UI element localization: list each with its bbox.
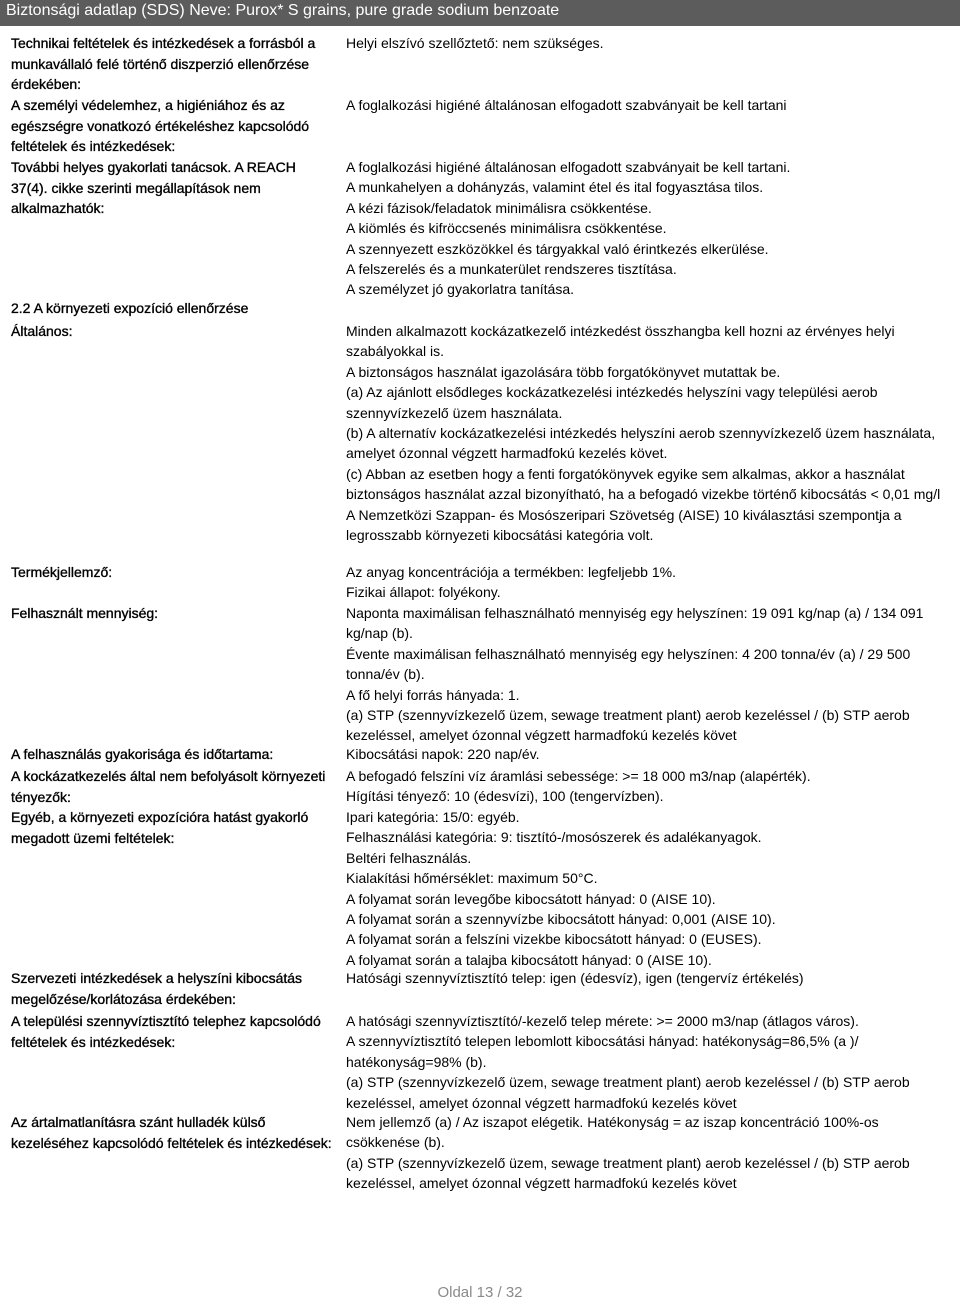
value-line: (a) Az ajánlott elsődleges kockázatkezelési intézkedés helyszíni vagy települési aerob szennyvízkezelő üzem használata. — [346, 384, 878, 421]
value-line: A munkahelyen a dohányzás, valamint étel és ital fogyasztása tilos. — [346, 179, 764, 196]
section-title: 2.2 A környezeti expozíció ellenőrzése — [11, 300, 249, 316]
row-value — [346, 807, 946, 970]
value-line: A folyamat során levegőbe kibocsátott hányad: 0 (AISE 10). — [346, 890, 716, 907]
value-line: A foglalkozási higiéné általánosan elfogadott szabványait be kell tartani. — [346, 159, 791, 175]
value-line: A Nemzetközi Szappan- és Mosószeripari Szövetség (AISE) 10 kiválasztási szempontja a legrosszabb környezeti kibocsátási kategória volt. — [346, 506, 902, 544]
row-value — [346, 562, 946, 603]
value-line: A foglalkozási higiéné általánosan elfogadott szabványait be kell tartani — [346, 97, 787, 113]
value-line: (a) STP (szennyvízkezelő üzem, sewage treatment plant) aerob kezeléssel / (b) STP aerob kezeléssel, amelyet ózonnal végzett harmadfokú kezelés követ — [346, 707, 910, 744]
row-label: Termékjellemző: — [11, 564, 113, 580]
value-line: Beltéri felhasználás. — [346, 849, 472, 866]
row-label: Általános: — [11, 323, 73, 339]
document-title: Biztonsági adatlap (SDS) Neve: Purox* S grains, pure grade sodium benzoate — [6, 2, 560, 19]
value-line: A folyamat során a felszíni vizekbe kibocsátott hányad: 0 (EUSES). — [346, 931, 762, 948]
value-line: Fizikai állapot: folyékony. — [346, 584, 501, 601]
row-value — [346, 1112, 946, 1194]
row-label: A kockázatkezelés által nem befolyásolt környezeti tényezők: — [11, 768, 326, 805]
value-line: Minden alkalmazott kockázatkezelő intézkedést összhangba kell hozni az érvényes helyi szabályokkal is. — [346, 323, 895, 360]
row-label: Az ártalmatlanításra szánt hulladék külső kezeléséhez kapcsolódó feltételek és intézkedések: — [11, 1114, 332, 1151]
value-line: Az anyag koncentrációja a termékben: legfeljebb 1%. — [346, 564, 676, 580]
row-label: A személyi védelemhez, a higiéniához és az egészségre vonatkozó értékeléshez kapcsolódó feltételek és intézkedések: — [11, 97, 310, 154]
row-value — [346, 968, 946, 988]
row-value — [346, 157, 946, 300]
value-line: A személyzet jó gyakorlatra tanítása. — [346, 281, 574, 298]
value-line: A folyamat során a szennyvízbe kibocsátott hányad: 0,001 (AISE 10). — [346, 911, 776, 928]
row-label: A felhasználás gyakorisága és időtartama: — [11, 746, 274, 762]
row-label: A települési szennyvíztisztító telephez kapcsolódó feltételek és intézkedések: — [11, 1013, 321, 1050]
document-header — [0, 0, 960, 26]
value-line: (b) A alternatív kockázatkezelési intézkedés helyszíni aerob szennyvízkezelő üzem használata, amelyet ózonnal végzett harmadfokú kezelés követ. — [346, 425, 936, 462]
value-line: Naponta maximálisan felhasználható mennyiség egy helyszínen: 19 091 kg/nap (a) / 134 091 kg/nap (b). — [346, 605, 924, 642]
row-value — [346, 95, 946, 115]
value-line: Évente maximálisan felhasználható mennyiség egy helyszínen: 4 200 tonna/év (a) / 29 500 tonna/év (b). — [346, 645, 911, 683]
value-line: A szennyvíztisztító telepen lebomlott kibocsátási hányad: hatékonyság=86,5% (a )/ hatékonyság=98% (b). — [346, 1033, 859, 1070]
value-line: Kibocsátási napok: 220 nap/év. — [346, 746, 540, 762]
value-line: A kiömlés és kifröccsenés minimálisra csökkentése. — [346, 220, 667, 237]
row-label: További helyes gyakorlati tanácsok. A REACH 37(4). cikke szerinti megállapítások nem alkalmazhatók: — [11, 159, 296, 216]
value-line: Ipari kategória: 15/0: egyéb. — [346, 809, 520, 825]
value-line: Helyi elszívó szellőztető: nem szükséges. — [346, 35, 604, 51]
row-value — [346, 603, 946, 746]
value-line: A biztonságos használat igazolására több forgatókönyvet mutattak be. — [346, 363, 781, 380]
value-line: A felszerelés és a munkaterület rendszeres tisztítása. — [346, 261, 677, 278]
value-line: A hatósági szennyvíztisztító/-kezelő telep mérete: >= 2000 m3/nap (átlagos város). — [346, 1013, 859, 1029]
value-line: A szennyezett eszközökkel és tárgyakkal való érintkezés elkerülése. — [346, 240, 769, 257]
value-line: A befogadó felszíni víz áramlási sebessége: >= 18 000 m3/nap (alapérték). — [346, 768, 811, 784]
value-line: A fő helyi forrás hányada: 1. — [346, 686, 520, 703]
row-label: Szervezeti intézkedések a helyszíni kibocsátás megelőzése/korlátozása érdekében: — [11, 970, 303, 1007]
value-line: Kialakítási hőmérséklet: maximum 50°C. — [346, 870, 598, 887]
value-line: A folyamat során a talajba kibocsátott hányad: 0 (AISE 10). — [346, 951, 712, 968]
row-value — [346, 1011, 946, 1113]
value-line: Nem jellemző (a) / Az iszapot elégetik. Hatékonyság = az iszap koncentráció 100%-os csökkenése (b). — [346, 1114, 879, 1151]
page-number: Oldal 13 / 32 — [437, 1284, 523, 1301]
row-value — [346, 766, 946, 807]
value-line: Hígítási tényező: 10 (édesvízi), 100 (tengervízben). — [346, 788, 664, 805]
row-label: Felhasznált mennyiség: — [11, 605, 159, 621]
value-line: A kézi fázisok/feladatok minimálisra csökkentése. — [346, 199, 652, 216]
value-line: (c) Abban az esetben hogy a fenti forgatókönyvek egyike sem alkalmas, akkor a használat biztonságos használat azzal bizonyítható, ha a befogadó vizekbe történő kibocsátás < 0,01 mg/l — [346, 465, 941, 503]
value-line: Felhasználási kategória: 9: tisztító-/mosószerek és adalékanyagok. — [346, 829, 762, 846]
value-line: (a) STP (szennyvízkezelő üzem, sewage treatment plant) aerob kezeléssel / (b) STP aerob kezeléssel, amelyet ózonnal végzett harmadfokú kezelés követ — [346, 1074, 910, 1111]
row-value — [346, 321, 946, 545]
value-line: (a) STP (szennyvízkezelő üzem, sewage treatment plant) aerob kezeléssel / (b) STP aerob kezeléssel, amelyet ózonnal végzett harmadfokú kezelés követ — [346, 1154, 910, 1192]
row-value — [346, 33, 946, 53]
row-value — [346, 744, 946, 764]
value-line: Hatósági szennyvíztisztító telep: igen (édesvíz), igen (tengervíz értékelés) — [346, 970, 804, 986]
row-label: Egyéb, a környezeti expozícióra hatást gyakorló megadott üzemi feltételek: — [11, 809, 309, 846]
row-label: Technikai feltételek és intézkedések a forrásból a munkavállaló felé történő diszperzió ellenőrzése érdekében: — [11, 35, 316, 92]
